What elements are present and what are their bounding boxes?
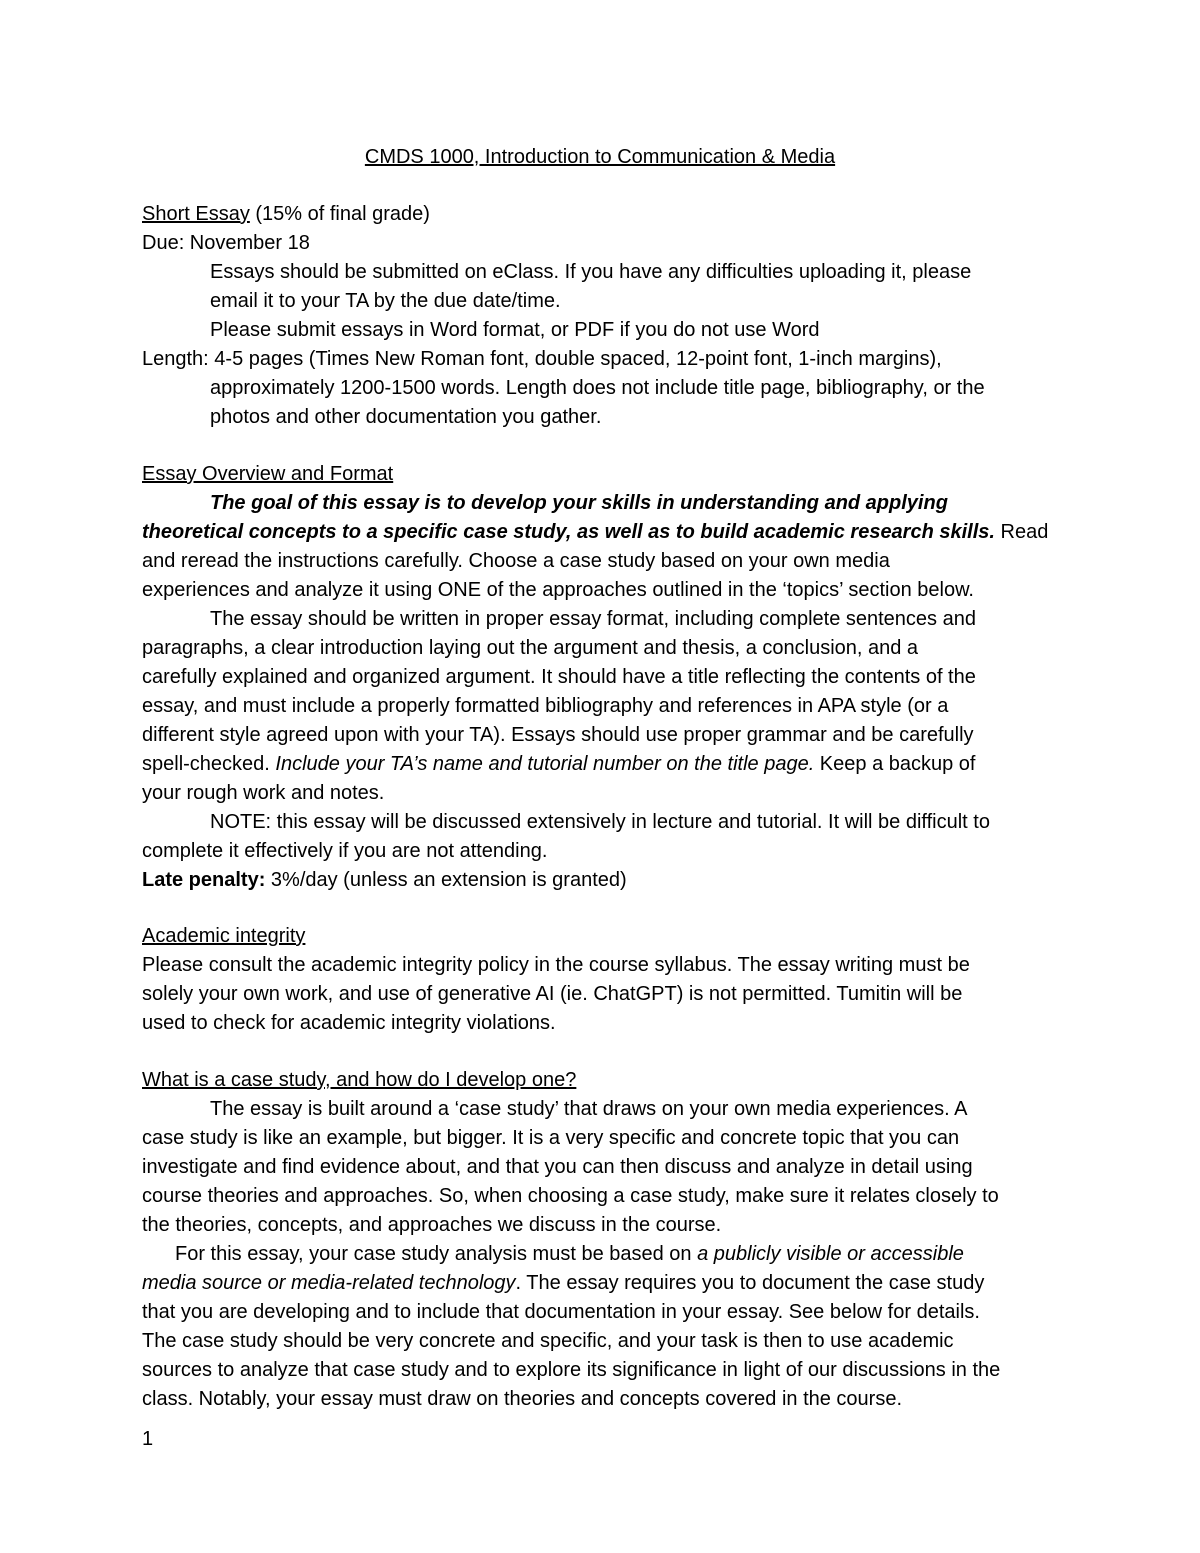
text-span: . The essay requires you to document the case study <box>515 1272 985 1294</box>
short-essay-heading-line <box>142 200 430 229</box>
case-study-line: case study is like an example, but bigger. It is a very specific and concrete topic that you can <box>142 1127 960 1149</box>
integrity-heading: Academic integrity <box>142 925 306 947</box>
paragraph-line: and reread the instructions carefully. Choose a case study based on your own media <box>142 550 890 572</box>
case-study-line: The case study should be very concrete and specific, and your task is then to use academic <box>142 1330 954 1352</box>
case-study-line <box>175 1240 964 1269</box>
text-span: spell-checked. <box>142 753 276 775</box>
note-line: NOTE: this essay will be discussed extensively in lecture and tutorial. It will be difficult to <box>210 811 990 833</box>
case-study-line: The essay is built around a ‘case study’ that draws on your own media experiences. A <box>210 1098 968 1120</box>
goal-rest: Read <box>994 521 1049 543</box>
text-span: Keep a backup of <box>814 753 976 775</box>
submit-line: Please submit essays in Word format, or PDF if you do not use Word <box>210 319 820 341</box>
paragraph-line: carefully explained and organized argument. It should have a title reflecting the contents of the <box>142 666 976 688</box>
goal-text: theoretical concepts to a specific case study, as well as to build academic research skills. <box>142 521 995 543</box>
length-line: photos and other documentation you gather. <box>210 406 602 428</box>
goal-line: The goal of this essay is to develop your skills in understanding and applying <box>210 492 948 514</box>
integrity-line: Please consult the academic integrity policy in the course syllabus. The essay writing must be <box>142 954 970 976</box>
late-penalty-text: 3%/day (unless an extension is granted) <box>265 869 627 891</box>
case-study-line: investigate and find evidence about, and that you can then discuss and analyze in detail using <box>142 1156 973 1178</box>
italic-span: a publicly visible or accessible <box>697 1243 964 1265</box>
case-study-line: sources to analyze that case study and to explore its significance in light of our discussions in the <box>142 1359 1001 1381</box>
goal-line <box>142 518 1048 547</box>
case-study-line: that you are developing and to include that documentation in your essay. See below for details. <box>142 1301 980 1323</box>
paragraph-line: different style agreed upon with your TA). Essays should use proper grammar and be carefully <box>142 724 974 746</box>
integrity-line: used to check for academic integrity violations. <box>142 1012 556 1034</box>
case-study-heading: What is a case study, and how do I develop one? <box>142 1069 577 1091</box>
document-title: CMDS 1000, Introduction to Communication & Media <box>364 146 836 168</box>
case-study-line: class. Notably, your essay must draw on theories and concepts covered in the course. <box>142 1388 903 1410</box>
submit-line: Essays should be submitted on eClass. If you have any difficulties uploading it, please <box>210 261 972 283</box>
late-penalty-line <box>142 866 627 895</box>
page-number: 1 <box>142 1428 154 1450</box>
case-study-line: course theories and approaches. So, when choosing a case study, make sure it relates closely to <box>142 1185 999 1207</box>
italic-span: media source or media-related technology <box>142 1272 516 1294</box>
paragraph-line: your rough work and notes. <box>142 782 385 804</box>
paragraph-line: paragraphs, a clear introduction laying out the argument and thesis, a conclusion, and a <box>142 637 919 659</box>
integrity-line: solely your own work, and use of generative AI (ie. ChatGPT) is not permitted. Tumitin will be <box>142 983 963 1005</box>
paragraph-line: experiences and analyze it using ONE of the approaches outlined in the ‘topics’ section below. <box>142 579 974 601</box>
overview-heading: Essay Overview and Format <box>142 463 394 485</box>
text-span: For this essay, your case study analysis must be based on <box>175 1243 698 1265</box>
note-line: complete it effectively if you are not attending. <box>142 840 548 862</box>
due-date: Due: November 18 <box>142 232 310 254</box>
paragraph-line: essay, and must include a properly formatted bibliography and references in APA style (or a <box>142 695 949 717</box>
late-penalty-label: Late penalty: <box>142 869 266 891</box>
length-line: approximately 1200-1500 words. Length does not include title page, bibliography, or the <box>210 377 985 399</box>
case-study-line: the theories, concepts, and approaches we discuss in the course. <box>142 1214 722 1236</box>
short-essay-weight: (15% of final grade) <box>249 203 430 225</box>
paragraph-line: The essay should be written in proper essay format, including complete sentences and <box>210 608 976 630</box>
submit-line: email it to your TA by the due date/time. <box>210 290 561 312</box>
paragraph-line <box>142 750 975 779</box>
short-essay-heading: Short Essay <box>142 203 250 225</box>
case-study-line <box>142 1269 984 1298</box>
italic-span: Include your TA’s name and tutorial number on the title page. <box>275 753 815 775</box>
length-line: Length: 4-5 pages (Times New Roman font, double spaced, 12-point font, 1-inch margins), <box>142 348 942 370</box>
